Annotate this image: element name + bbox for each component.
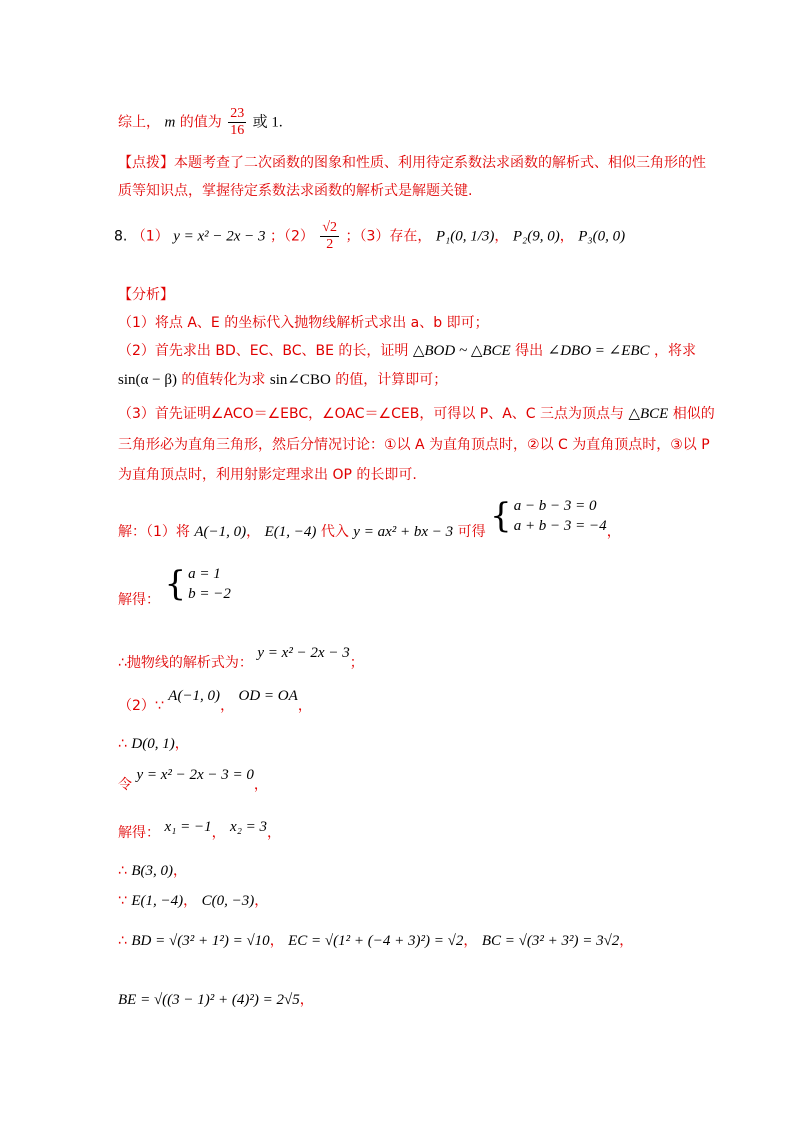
analysis-line-3: [118, 370, 447, 390]
comma: ，: [269, 933, 284, 949]
length-BC: BC = √(3² + 3²) = 3√2: [481, 933, 620, 949]
sin-cbo-expr: sin∠CBO: [269, 372, 331, 388]
frac-denominator: 2: [326, 237, 334, 252]
triangle-bce-expr: △BCE: [628, 406, 669, 422]
analysis-line-6: 为直角顶点时，利用射影定理求出 OP 的长即可.: [118, 467, 417, 483]
solution-text: （2）∵: [118, 698, 164, 714]
answer-line: [114, 220, 625, 253]
solution-text: 解得：: [118, 592, 160, 608]
comma: ，: [299, 992, 314, 1008]
answer-sep2: ；（3）存在，: [345, 228, 432, 245]
left-brace-icon: {: [164, 564, 187, 604]
analysis-text: （2）首先求出 BD、EC、BC、BE 的长，证明: [118, 343, 409, 359]
comma: ，: [183, 893, 198, 909]
answer-sep1: ；（2）: [269, 228, 314, 245]
solution-line-9: [118, 891, 268, 911]
conclusion-prefix: 综上，: [118, 114, 160, 131]
comma: ，: [211, 825, 226, 841]
system-row-2: a + b − 3 = −4: [513, 518, 607, 534]
parabola-general-eq: y = ax² + bx − 3: [353, 524, 454, 540]
angle-equality-expr: ∠DBO = ∠EBC: [547, 343, 650, 359]
dianbo-line-2: 质等知识点，掌握待定系数法求函数的解析式是解题关键.: [118, 183, 473, 199]
analysis-line-5: 三角形必为直角三角形，然后分情况讨论：①以 A 为直角顶点时，②以 C 为直角顶点时，③以 P: [118, 437, 710, 453]
comma: ，: [494, 228, 509, 245]
therefore-symbol: ∴: [118, 933, 127, 949]
sin-expr: sin(α − β): [118, 372, 177, 388]
answer-P3: P₃(0, 0): [578, 228, 626, 245]
similar-triangles-expr: △BOD ~ △BCE: [412, 343, 511, 359]
system-row-1: a = 1: [188, 566, 221, 582]
od-oa-expr: OD = OA: [238, 688, 298, 704]
comma: ，: [619, 933, 634, 949]
semicolon: ；: [349, 655, 364, 671]
equation-system-1: [490, 496, 607, 536]
answer-eq1: y = x² − 2x − 3: [173, 228, 266, 245]
length-BE: BE = √((3 − 1)² + (4)²) = 2√5: [118, 992, 300, 1008]
point-C: C(0, −3): [201, 893, 255, 909]
analysis-text: （3）首先证明∠ACO＝∠EBC，∠OAC＝∠CEB，可得以 P、A、C 三点为顶点与: [118, 406, 625, 422]
analysis-text: 相似的: [672, 406, 715, 422]
comma: ，: [253, 777, 268, 793]
conclusion-suffix: 或 1.: [252, 114, 283, 131]
frac-numerator: 23: [230, 106, 245, 121]
answer-P2: P₂(9, 0): [512, 228, 560, 245]
comma: ，: [463, 933, 478, 949]
answer-part1-label: （1）: [131, 228, 169, 245]
fraction-sqrt2-2: [320, 220, 339, 253]
solution-line-7: [118, 817, 282, 841]
frac-numerator: √2: [322, 220, 338, 235]
comma: ，: [267, 825, 282, 841]
solution-line-2: [118, 564, 231, 608]
solution-text: 代入: [320, 524, 349, 540]
comma: ，: [297, 698, 312, 714]
dianbo-line-1: 【点拨】本题考查了二次函数的图象和性质、利用待定系数法求函数的解析式、相似三角形的性: [118, 155, 706, 171]
solution-line-8: [118, 861, 187, 881]
parabola-eq: y = x² − 2x − 3: [257, 645, 350, 661]
point-E: E(1, −4): [131, 893, 184, 909]
solution-text: ∴抛物线的解析式为：: [118, 655, 253, 671]
comma: ，: [246, 524, 261, 540]
solution-line-11: [118, 990, 314, 1010]
solution-text: 令: [118, 777, 132, 793]
quadratic-equation: y = x² − 2x − 3 = 0: [136, 767, 254, 783]
solution-text: 解：（1）将: [118, 524, 190, 540]
point-E: E(1, −4): [264, 524, 317, 540]
equation-system-2: [164, 564, 230, 604]
analysis-text: 的值，计算即可；: [335, 372, 448, 388]
analysis-heading: 【分析】: [118, 287, 174, 303]
analysis-line-1: （1）将点 A、E 的坐标代入抛物线解析式求出 a、b 即可；: [118, 315, 489, 331]
comma: ，: [254, 893, 269, 909]
analysis-text: 得出: [515, 343, 544, 359]
comma: ，: [559, 228, 574, 245]
system-row-2: b = −2: [188, 586, 231, 602]
therefore-symbol: ∴: [118, 736, 127, 752]
length-BD: BD = √(3² + 1²) = √10: [131, 933, 270, 949]
comma: ，: [174, 736, 189, 752]
point-D: D(0, 1): [131, 736, 175, 752]
conclusion-mid: 的值为: [179, 114, 222, 131]
solution-text: 解得：: [118, 825, 160, 841]
point-A: A(−1, 0): [168, 688, 221, 704]
solution-line-10: [118, 931, 633, 951]
therefore-symbol: ∴: [118, 863, 127, 879]
question-number: 8.: [114, 228, 128, 245]
point-B: B(3, 0): [131, 863, 174, 879]
length-EC: EC = √(1² + (−4 + 3)²) = √2: [288, 933, 464, 949]
solution-line-5: [118, 734, 189, 754]
fraction-23-16: [228, 106, 246, 139]
solution-line-3: [118, 643, 364, 671]
solution-line-6: [118, 765, 268, 793]
analysis-text: 的值转化为求: [181, 372, 266, 388]
system-row-1: a − b − 3 = 0: [513, 498, 597, 514]
solution-line-4: [118, 686, 312, 714]
var-m: m: [164, 114, 176, 131]
analysis-line-4: [118, 404, 715, 424]
comma: ，: [606, 524, 621, 540]
root-x2: x₂ = 3: [230, 819, 268, 835]
left-brace-icon: {: [490, 496, 512, 536]
point-A: A(−1, 0): [194, 524, 247, 540]
solution-text: 可得: [457, 524, 486, 540]
frac-denominator: 16: [230, 123, 245, 138]
comma: ，: [220, 698, 235, 714]
answer-P1: P₁(0, 1/3): [435, 228, 495, 245]
solution-line-1: [118, 496, 621, 540]
analysis-text: ，将求: [654, 343, 696, 359]
root-x1: x₁ = −1: [164, 819, 212, 835]
conclusion-line: [118, 106, 283, 139]
analysis-line-2: [118, 341, 696, 361]
because-symbol: ∵: [118, 893, 127, 909]
comma: ，: [173, 863, 188, 879]
